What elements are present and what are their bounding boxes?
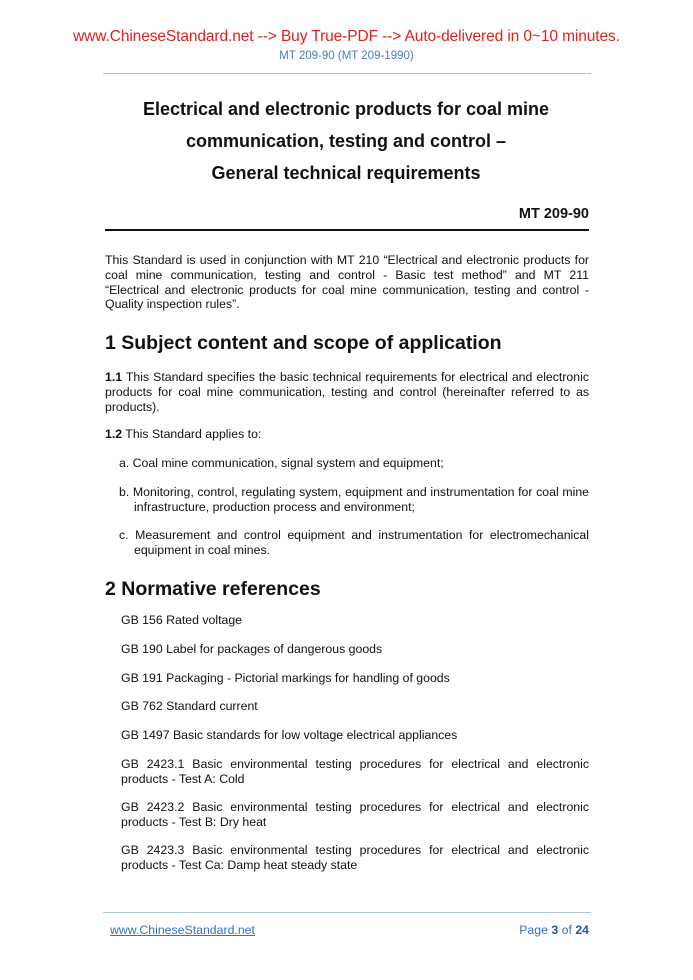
title-line-2: communication, testing and control –	[185, 131, 507, 151]
header-divider	[103, 73, 591, 74]
standard-identifier: MT 209-90 (MT 209-1990)	[279, 50, 414, 62]
reference-item: GB 2423.2 Basic environmental testing procedures for electrical and electronic products - Test B: Dry heat	[121, 800, 589, 829]
reference-item: GB 762 Standard current	[121, 699, 258, 713]
page-of: of	[558, 923, 576, 937]
clause-1-1	[105, 370, 589, 414]
intro-paragraph: This Standard is used in conjunction with MT 210 “Electrical and electronic products for coal mine communication, testing and control - Basic test method” and MT 211 “Electrical and electronic products for coal mine communication, testing and control - Quality inspection rules”.	[105, 253, 589, 312]
current-page: 3	[551, 923, 559, 937]
section-1-heading: 1 Subject content and scope of application	[105, 332, 502, 354]
total-pages: 24	[575, 923, 589, 937]
scope-list-item-b: b. Monitoring, control, regulating system, equipment and instrumentation for coal mine infrastructure, production process and environment;	[119, 485, 589, 514]
website-link[interactable]: www.ChineseStandard.net	[110, 923, 255, 937]
footer-divider	[103, 912, 591, 913]
section-2-heading: 2 Normative references	[105, 578, 321, 600]
clause-1-2	[105, 427, 589, 442]
title-line-1: Electrical and electronic products for coal mine	[142, 99, 550, 119]
scope-list-item-a: a. Coal mine communication, signal system and equipment;	[119, 456, 444, 470]
document-code: MT 209-90	[518, 206, 589, 222]
reference-item: GB 1497 Basic standards for low voltage electrical appliances	[121, 728, 458, 742]
clause-text: This Standard applies to:	[122, 427, 262, 441]
title-line-3: General technical requirements	[211, 163, 481, 183]
clause-number: 1.1	[105, 370, 123, 384]
clause-text: This Standard specifies the basic technical requirements for electrical and electronic products for coal mine communication, testing and control (hereinafter referred to as products).	[105, 370, 589, 414]
reference-item: GB 2423.1 Basic environmental testing procedures for electrical and electronic products - Test A: Cold	[121, 757, 589, 786]
document-title	[90, 93, 602, 189]
reference-item: GB 191 Packaging - Pictorial markings for handling of goods	[121, 671, 450, 685]
page-indicator	[519, 923, 589, 938]
clause-number: 1.2	[105, 427, 123, 441]
page-prefix: Page	[519, 923, 552, 937]
reference-item: GB 2423.3 Basic environmental testing procedures for electrical and electronic products - Test Ca: Damp heat steady state	[121, 843, 589, 872]
promo-banner: www.ChineseStandard.net --> Buy True-PDF --> Auto-delivered in 0~10 minutes.	[73, 28, 620, 45]
reference-item: GB 190 Label for packages of dangerous goods	[121, 642, 383, 656]
scope-list-item-c: c. Measurement and control equipment and instrumentation for electromechanical equipment in coal mines.	[119, 528, 589, 557]
reference-item: GB 156 Rated voltage	[121, 613, 242, 627]
title-divider	[105, 229, 589, 231]
